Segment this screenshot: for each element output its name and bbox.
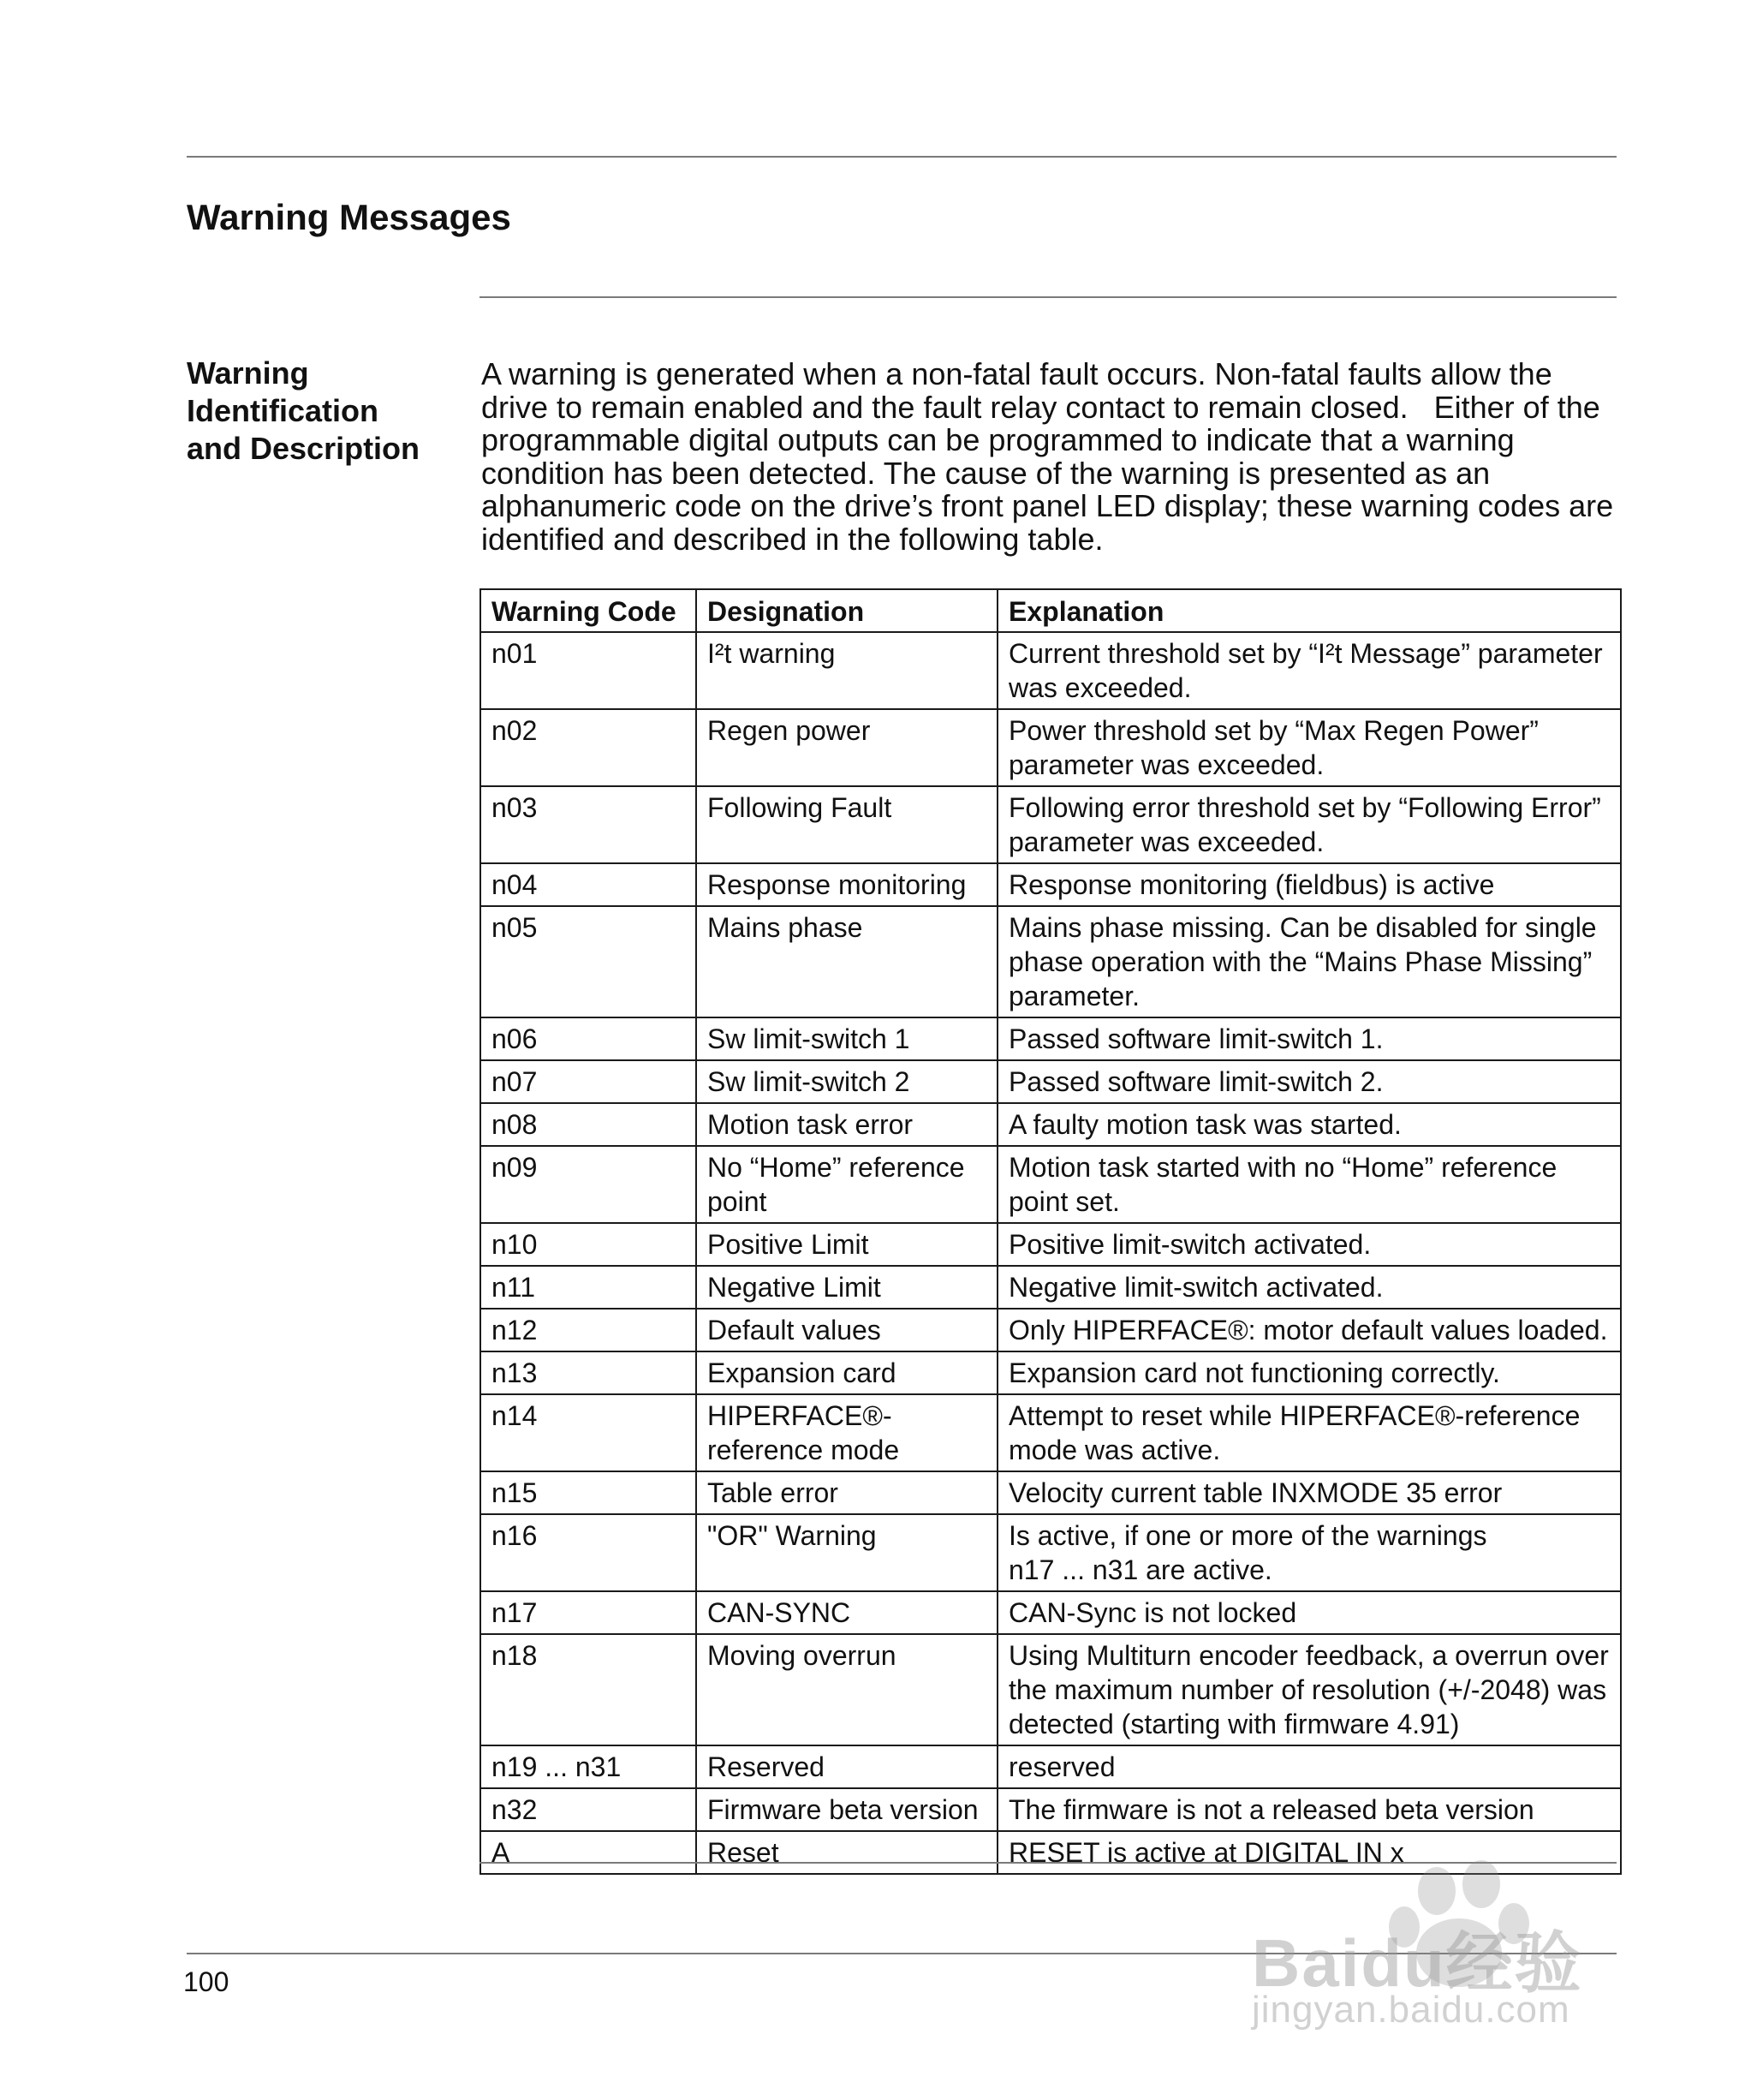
- explanation-line: n17 ... n31 are active.: [1009, 1554, 1272, 1585]
- designation-cell: Positive Limit: [696, 1223, 998, 1266]
- explanation-cell: Motion task started with no “Home” reference point set.: [998, 1146, 1621, 1223]
- explanation-cell: The firmware is not a released beta version: [998, 1788, 1621, 1831]
- designation-cell: HIPERFACE®-reference mode: [696, 1394, 998, 1471]
- designation-cell: CAN-SYNC: [696, 1591, 998, 1634]
- warning-code-cell: n10: [480, 1223, 696, 1266]
- table-row: [480, 1266, 1621, 1309]
- explanation-cell: Passed software limit-switch 2.: [998, 1060, 1621, 1103]
- intro-paragraph: A warning is generated when a non-fatal fault occurs. Non-fatal faults allow the drive to remain enabled and the fault relay contact to remain closed. Either of the programmable digital outputs can be programmed to indicate that a warning condition has been detected. The cause of the warning is presented as an alphanumeric code on the drive’s front panel LED display; these warning codes are identified and described in the following table.: [481, 356, 1623, 557]
- warning-code-cell: n01: [480, 632, 696, 709]
- warning-code-cell: n07: [480, 1060, 696, 1103]
- designation-cell: Reserved: [696, 1745, 998, 1788]
- table-row: [480, 709, 1621, 786]
- explanation-cell: Only HIPERFACE®: motor default values loaded.: [998, 1309, 1621, 1351]
- explanation-cell: RESET is active at DIGITAL IN x: [998, 1831, 1621, 1874]
- section-side-heading: [187, 355, 461, 468]
- table-row: [480, 1309, 1621, 1351]
- table-row: [480, 906, 1621, 1017]
- warning-code-cell: n06: [480, 1017, 696, 1060]
- designation-cell: Mains phase: [696, 906, 998, 1017]
- warning-code-cell: n17: [480, 1591, 696, 1634]
- table-row: [480, 1471, 1621, 1514]
- table-row: [480, 1060, 1621, 1103]
- warning-code-cell: n32: [480, 1788, 696, 1831]
- designation-cell: Moving overrun: [696, 1634, 998, 1745]
- explanation-cell: Response monitoring (fieldbus) is active: [998, 863, 1621, 906]
- warning-code-cell: n18: [480, 1634, 696, 1745]
- side-heading-line: Warning: [187, 355, 309, 391]
- header-explanation: Explanation: [998, 589, 1621, 632]
- designation-cell: Table error: [696, 1471, 998, 1514]
- table-row: [480, 1103, 1621, 1146]
- watermark-url: jingyan.baidu.com: [1252, 1989, 1570, 2031]
- warning-code-cell: n11: [480, 1266, 696, 1309]
- warning-code-cell: n13: [480, 1351, 696, 1394]
- warning-code-cell: n04: [480, 863, 696, 906]
- table-row: [480, 1788, 1621, 1831]
- explanation-cell: A faulty motion task was started.: [998, 1103, 1621, 1146]
- explanation-cell: Mains phase missing. Can be disabled for single phase operation with the “Mains Phase Missing” parameter.: [998, 906, 1621, 1017]
- table-row: [480, 1223, 1621, 1266]
- table-row: [480, 1351, 1621, 1394]
- designation-cell: Default values: [696, 1309, 998, 1351]
- top-divider: [187, 156, 1617, 158]
- watermark-brand: Baidu经验: [1252, 1925, 1583, 2001]
- explanation-cell: Attempt to reset while HIPERFACE®-reference mode was active.: [998, 1394, 1621, 1471]
- warning-codes-table: [479, 588, 1622, 1875]
- designation-cell: Negative Limit: [696, 1266, 998, 1309]
- designation-cell: No “Home” reference point: [696, 1146, 998, 1223]
- designation-cell: Regen power: [696, 709, 998, 786]
- explanation-cell: [998, 1514, 1621, 1591]
- table-header-row: [480, 589, 1621, 632]
- table-row: [480, 1146, 1621, 1223]
- warning-code-cell: n03: [480, 786, 696, 863]
- warning-code-cell: n02: [480, 709, 696, 786]
- table-row: [480, 863, 1621, 906]
- designation-cell: Firmware beta version: [696, 1788, 998, 1831]
- designation-cell: Reset: [696, 1831, 998, 1874]
- warning-code-cell: n14: [480, 1394, 696, 1471]
- warning-code-cell: n09: [480, 1146, 696, 1223]
- designation-cell: "OR" Warning: [696, 1514, 998, 1591]
- designation-cell: Response monitoring: [696, 863, 998, 906]
- warning-code-cell: A: [480, 1831, 696, 1874]
- side-heading-line: Identification: [187, 393, 378, 428]
- explanation-cell: Following error threshold set by “Following Error” parameter was exceeded.: [998, 786, 1621, 863]
- explanation-cell: Current threshold set by “I²t Message” parameter was exceeded.: [998, 632, 1621, 709]
- page-number: 100: [183, 1966, 229, 1997]
- explanation-line: Is active, if one or more of the warnings: [1009, 1520, 1487, 1551]
- table-row: [480, 1634, 1621, 1745]
- designation-cell: Motion task error: [696, 1103, 998, 1146]
- table-body: [480, 632, 1621, 1874]
- page-title: Warning Messages: [187, 197, 511, 237]
- warning-code-cell: n16: [480, 1514, 696, 1591]
- designation-cell: Sw limit-switch 1: [696, 1017, 998, 1060]
- table-row: [480, 1017, 1621, 1060]
- side-heading-line: and Description: [187, 431, 420, 466]
- explanation-cell: Using Multiturn encoder feedback, a overrun over the maximum number of resolution (+/-2048) was detected (starting with firmware 4.91): [998, 1634, 1621, 1745]
- explanation-cell: Velocity current table INXMODE 35 error: [998, 1471, 1621, 1514]
- designation-cell: Expansion card: [696, 1351, 998, 1394]
- table-row: [480, 1745, 1621, 1788]
- explanation-cell: CAN-Sync is not locked: [998, 1591, 1621, 1634]
- table-row: [480, 1394, 1621, 1471]
- explanation-cell: Power threshold set by “Max Regen Power” parameter was exceeded.: [998, 709, 1621, 786]
- warning-code-cell: n05: [480, 906, 696, 1017]
- table-row: [480, 632, 1621, 709]
- header-warning-code: Warning Code: [480, 589, 696, 632]
- explanation-cell: Expansion card not functioning correctly.: [998, 1351, 1621, 1394]
- warning-code-cell: n15: [480, 1471, 696, 1514]
- explanation-cell: Negative limit-switch activated.: [998, 1266, 1621, 1309]
- designation-cell: Sw limit-switch 2: [696, 1060, 998, 1103]
- warning-code-cell: n12: [480, 1309, 696, 1351]
- explanation-cell: reserved: [998, 1745, 1621, 1788]
- explanation-cell: Positive limit-switch activated.: [998, 1223, 1621, 1266]
- explanation-cell: Passed software limit-switch 1.: [998, 1017, 1621, 1060]
- designation-cell: Following Fault: [696, 786, 998, 863]
- warning-code-cell: n19 ... n31: [480, 1745, 696, 1788]
- section-divider: [479, 296, 1617, 298]
- designation-cell: I²t warning: [696, 632, 998, 709]
- header-designation: Designation: [696, 589, 998, 632]
- table-row: [480, 786, 1621, 863]
- table-row: [480, 1591, 1621, 1634]
- table-row: [480, 1514, 1621, 1591]
- warning-code-cell: n08: [480, 1103, 696, 1146]
